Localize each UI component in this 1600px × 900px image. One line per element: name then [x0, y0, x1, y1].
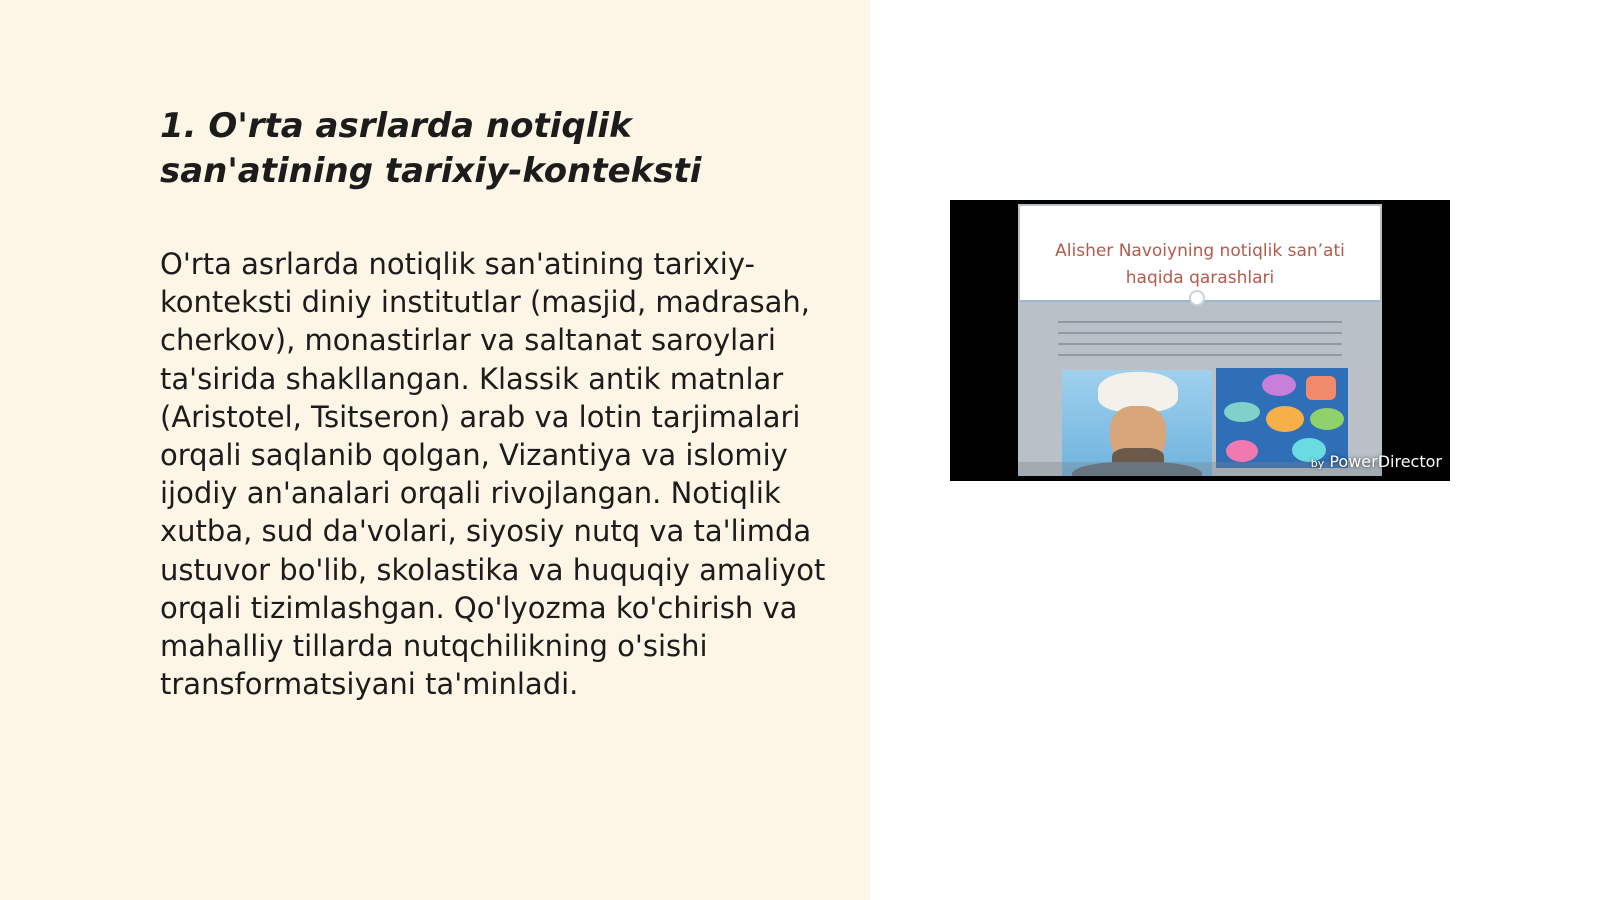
- thumbnail-author-lines: [1058, 316, 1342, 362]
- watermark-by: by: [1310, 457, 1325, 470]
- bubble-icon: [1224, 402, 1260, 422]
- ring-icon: [1189, 290, 1205, 306]
- bubble-icon: [1306, 376, 1336, 400]
- thumbnail-header: [1020, 206, 1380, 302]
- slide-title: 1. O'rta asrlarda notiqlik san'atining tarixiy-konteksti: [160, 106, 702, 191]
- bubble-icon: [1262, 374, 1296, 396]
- video-thumbnail: [1018, 204, 1382, 476]
- portrait-image: [1062, 370, 1212, 476]
- bubble-icon: [1266, 406, 1304, 432]
- bubble-icon: [1226, 440, 1258, 462]
- thumbnail-title: [1020, 238, 1380, 292]
- bubble-icon: [1310, 408, 1344, 430]
- thumbnail-title-line1: Alisher Navoiyning notiqlik san’ati: [1055, 241, 1345, 261]
- watermark-brand: PowerDirector: [1329, 452, 1442, 471]
- embedded-video[interactable]: [950, 200, 1450, 481]
- slide-body-text: O'rta asrlarda notiqlik san'atining tarixiy-konteksti diniy institutlar (masjid, madrasah, cherkov), monastirlar va saltanat saroylari ta'sirida shakllangan. Klassik antik matnlar (Aristotel, Tsitseron) arab va lotin tarjimalari orqali saqlanib qolgan, Vizantiya va islomiy ijodiy an'analari orqali rivojlangan. Notiqlik xutba, sud da'volari, siyosiy nutq va ta'limda ustuvor bo'lib, skolastika va huquqiy amaliyot orqali tizimlashgan. Qo'lyozma ko'chirish va mahalliy tillarda nutqchilikning o'sishi transformatsiyani ta'minladi.: [160, 247, 826, 702]
- powerdirector-watermark: [1311, 452, 1442, 471]
- thumbnail-title-line2: haqida qarashlari: [1125, 268, 1275, 288]
